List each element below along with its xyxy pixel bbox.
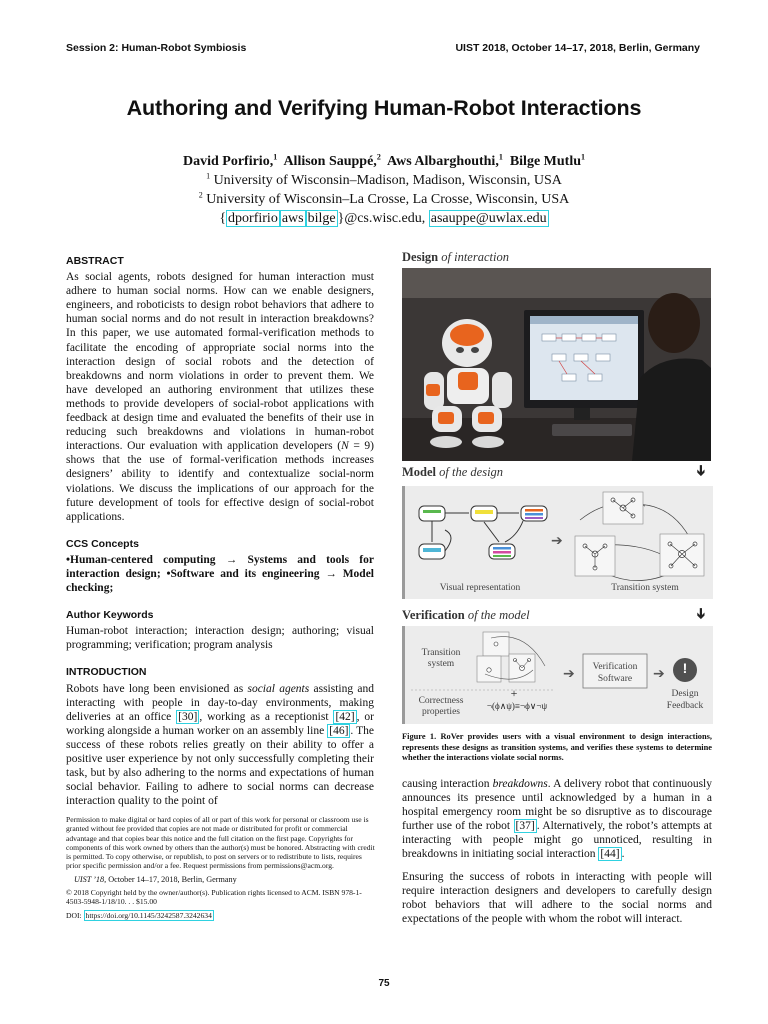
citation-link[interactable]: [42] — [335, 710, 355, 723]
permission-text: Permission to make digital or hard copies of all or part of this work for personal or classroom use is granted without fee provided that copies are not made or distributed for profit or commercial advantage and that copies bear this notice and the full citation on the first page. Copyrights for components of this work owned by others than the author(s) must be honored. Abstracting with credit is permitted. To copy otherwise, or republish, to post on servers or to redistribute to lists, requires prior specific permission and/or a fee. Request permissions from permissions@acm.org. — [66, 815, 375, 871]
figure-caption: Figure 1. RoVer provides users with a visual environment to design interactions, represents these designs as transition systems, and verifies these systems to determine whether the interactions violate social norms. — [402, 732, 712, 763]
affiliation-1: $^1$ University of Wisconsin–Madison, Madison, Wisconsin, USA — [206, 171, 562, 188]
figure-model-label: Model of the design — [402, 465, 504, 479]
visual-representation-label: Visual representation — [439, 583, 521, 593]
author-block — [0, 152, 768, 228]
doi-line: DOI: https://doi.org/10.1145/3242587.3242634 — [66, 910, 212, 920]
right-column-text — [402, 777, 712, 926]
right-arrow-icon: ➔ — [563, 666, 575, 682]
design-feedback-label: Design Feedback — [666, 689, 704, 711]
email-link-bilge[interactable]: bilge — [307, 211, 336, 226]
intro-heading: INTRODUCTION — [66, 666, 147, 679]
transition-system-label: Transition system — [611, 583, 679, 593]
author-name: Aws Albarghouthi, — [387, 154, 499, 169]
transition-system-input-label: Transition system — [421, 648, 461, 669]
author-name: David Porfirio, — [182, 154, 274, 169]
intro-text: Robots have long been envisioned as social agents assisting and interacting with people in day-to-day environments, making deliveries at an office [30] , working as a receptionist [42] , or working alongside a human worker on an assembly line [46] . The success of these robots relies greatly on their ability to offer a positive user experience by not only successfully completing their task, but by also adhering to the norms and expectations of human social behavior. Failing to adhere to social norms can decrease interaction quality to the point of — [66, 682, 375, 808]
verification-panel — [402, 626, 713, 724]
running-header-venue: UIST 2018, October 14–17, 2018, Berlin, Germany — [455, 42, 700, 54]
citation-link[interactable]: [44] — [600, 848, 620, 861]
author-name: Allison Sauppé, — [283, 154, 377, 169]
page-number: 75 — [378, 978, 390, 989]
author-name: Bilge Mutlu — [509, 154, 581, 169]
ccs-heading: CCS Concepts — [66, 537, 139, 550]
down-arrow-icon: ➔ — [692, 464, 708, 477]
keywords-text: Human-robot interaction; interaction design; authoring; visual programming; verification; program analysis — [66, 625, 374, 652]
abstract-heading: ABSTRACT — [66, 255, 124, 267]
right-arrow-icon: ➔ — [653, 666, 665, 682]
citation-link[interactable]: [46] — [329, 724, 349, 737]
abstract-text: As social agents, robots designed for human interaction must adhere to human social norms. How can we enable designers, engineers, and roboticists to design robot behaviors that adhere to human social norms and do not result in interaction breakdowns? In this paper, we use automated formal-verification methods to facilitate the encoding of appropriate social norms into the interaction design of social robots and the detection of breakdowns and norm violations in order to prevent them. We have developed an authoring environment that utilizes these methods to provide developers of social-robot applications with feedback at design time and evaluated the benefits of their use in reducing such breakdowns and violations in human-robot interactions. Our evaluation with application developers (N = 9) shows that the use of formal-verification methods increases designers’ ability to identify and contextualize social-norm violations. We discuss the implications of our approach for the future development of tools for effective design of social-robot applications. — [66, 271, 374, 523]
alert-exclamation: ! — [682, 660, 688, 676]
affiliation-2: $^2$ University of Wisconsin–La Crosse, La Crosse, Wisconsin, USA — [198, 190, 570, 207]
robot-design-photo — [402, 268, 711, 461]
author-emails: { dporfirio aws bilge }@cs.wisc.edu, asauppe@uwlax.edu — [219, 211, 547, 226]
model-panel — [402, 486, 713, 599]
paper-title: Authoring and Verifying Human-Robot Interactions — [126, 96, 642, 120]
verification-software-label: Verification Software — [592, 662, 638, 684]
right-arrow-icon: ➔ — [551, 533, 563, 549]
permission-block — [66, 815, 376, 924]
email-link-dporfirio[interactable]: dporfirio — [228, 211, 278, 226]
running-header-session: Session 2: Human-Robot Symbiosis — [66, 42, 247, 54]
plus-sign: + — [510, 686, 518, 700]
correctness-properties-label: Correctness properties — [418, 696, 464, 717]
venue-line: UIST ’18, October 14–17, 2018, Berlin, Germany — [74, 874, 237, 884]
ccs-text: •Human-centered computing → Systems and tools for interaction design; •Software and its engineering → Model checking; — [66, 553, 374, 595]
citation-link[interactable]: [30] — [178, 710, 198, 723]
right-paragraph-1: causing interaction breakdowns. A delivery robot that continuously announces its presence until acknowledged by a human in a hospital emergency room might be so disruptive as to discourage further use of the robot [37] . Alternatively, the robot’s attempts at interacting with people might go unnoticed, resulting in breakdowns in initiating social interaction [44] . — [402, 778, 712, 861]
figure-design-label: Design of interaction — [402, 250, 509, 264]
author-names: David Porfirio,$^1$ Allison Sauppé,$^2$ Aws Albarghouthi,$^1$ Bilge Mutlu$^1$ — [182, 152, 585, 169]
citation-link[interactable]: [37] — [515, 820, 535, 833]
email-link-asauppe[interactable]: asauppe@uwlax.edu — [430, 211, 547, 226]
figure-verification-label: Verification of the model — [402, 608, 530, 622]
keywords-heading: Author Keywords — [66, 609, 154, 622]
down-arrow-icon: ➔ — [692, 607, 708, 620]
doi-link[interactable]: https://doi.org/10.1145/3242587.3242634 — [85, 910, 212, 920]
left-column — [66, 254, 374, 821]
right-paragraph-2: Ensuring the success of robots in interacting with people will require interaction designers and developers to carefully design robot behaviors that will adhere to the social norms and expectations of the people with whom the robot will interact. — [402, 870, 712, 925]
correctness-formula: ¬(ϕ∧ψ)≡¬ϕ∨¬ψ — [486, 701, 548, 711]
copyright-text: © 2018 Copyright held by the owner/author(s). Publication rights licensed to ACM. ISBN 978-1-4503-5948-1/18/10. . . $15.00 — [66, 888, 362, 907]
email-link-aws[interactable]: aws — [281, 211, 304, 226]
